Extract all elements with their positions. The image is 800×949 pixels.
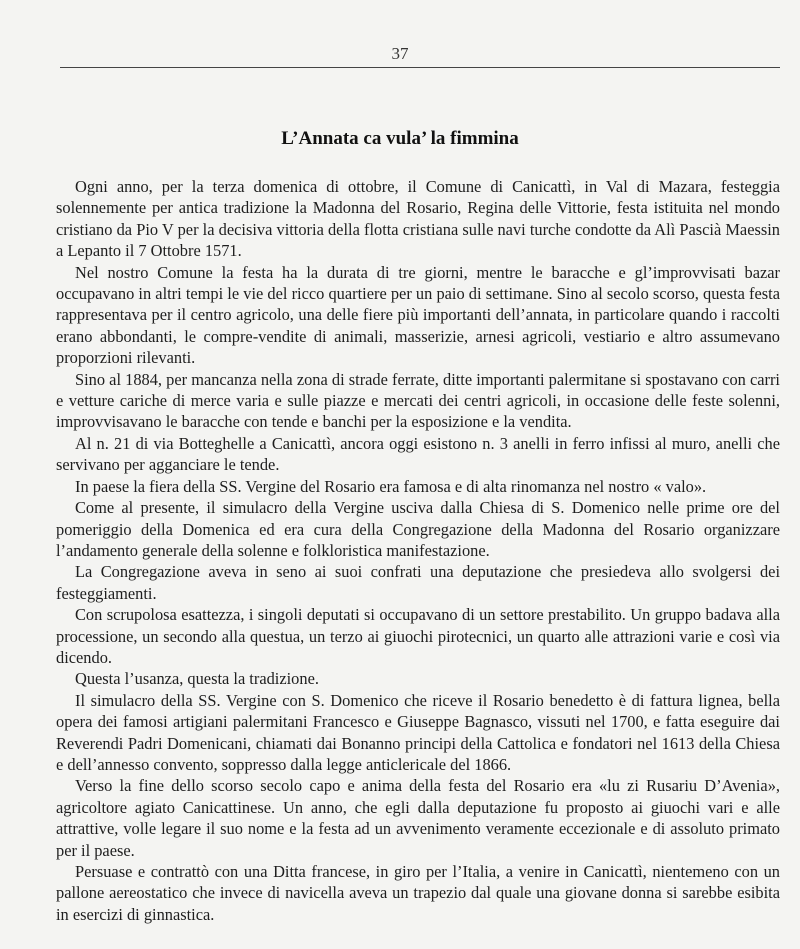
chapter-title: L’Annata ca vula’ la fimmina bbox=[281, 128, 519, 149]
paragraph: Al n. 21 di via Botteghelle a Canicattì, ancora oggi esistono n. 3 anelli in ferro infissi al muro, anelli che servivano per agganciare le tende. bbox=[56, 433, 780, 475]
paragraph: Ogni anno, per la terza domenica di ottobre, il Comune di Canicattì, in Val di Mazara, festeggia solennemente per antica tradizione la Madonna del Rosario, Regina delle Vittorie, festa istituita nel mondo cristiano da Pio V per la decisiva vittoria della flotta cristiana sulle navi turche condotte da Alì Pascià Maessin a Lepanto il 7 Ottobre 1571. bbox=[56, 177, 780, 261]
paragraph: In paese la fiera della SS. Vergine del Rosario era famosa e di alta rinomanza nel nostro « valo». bbox=[75, 476, 707, 496]
header-rule bbox=[60, 67, 780, 68]
page-number: 37 bbox=[391, 44, 409, 63]
paragraph: Con scrupolosa esattezza, i singoli deputati si occupavano di un settore prestabilito. Un gruppo badava alla processione, un secondo alla questua, un terzo ai giuochi pirotecnici, un quarto alle attrazioni varie e così via dicendo. bbox=[56, 605, 780, 667]
paragraph: Nel nostro Comune la festa ha la durata di tre giorni, mentre le baracche e gl’improvvisati bazar occupavano in altri tempi le vie del ricco quartiere per un paio di settimane. Sino al secolo scorso, questa festa rappresentava per il centro agricolo, una delle fiere più importanti dell’annata, in particolare quando i raccolti erano abbondanti, le compre-vendite di animali, masserizie, arnesi agricoli, vestiario e altro assumevano proporzioni rilevanti. bbox=[56, 262, 780, 368]
paragraph: Verso la fine dello scorso secolo capo e anima della festa del Rosario era «lu zi Rusariu D’Avenia», agricoltore agiato Canicattinese. Un anno, che egli dalla deputazione fu proposto ai giuochi vari e alle attrattive, volle legare il suo nome e la festa ad un avvenimento veramente eccezionale e di assoluto primato per il paese. bbox=[56, 776, 780, 860]
paragraph: Il simulacro della SS. Vergine con S. Domenico che riceve il Rosario benedetto è di fattura lignea, bella opera dei famosi artigiani palermitani Francesco e Giuseppe Bagnasco, vissuti nel 1700, e fatta eseguire dai Reverendi Padri Domenicani, chiamati dai Bonanno principi della Cattolica e fondatori nel 1613 della Chiesa e dell’annesso convento, soppresso dalla legge anticlericale del 1866. bbox=[56, 690, 780, 774]
paragraph: Persuase e contrattò con una Ditta francese, in giro per l’Italia, a venire in Canicattì, nientemeno con un pallone aereostatico che invece di navicella aveva un trapezio dal quale una giovane donna si sarebbe esibita in esercizi di ginnastica. bbox=[56, 862, 780, 924]
paragraph: La Congregazione aveva in seno ai suoi confrati una deputazione che presiedeva allo svolgersi dei festeggiamenti. bbox=[56, 562, 780, 603]
body-text bbox=[56, 176, 780, 925]
paragraph: Sino al 1884, per mancanza nella zona di strade ferrate, ditte importanti palermitane si spostavano con carri e vetture cariche di merce varia e sulle piazze e mercati dei centri agricoli, in occasione delle feste solenni, improvvisavano le baracche con tende e banchi per la esposizione e la vendita. bbox=[56, 369, 780, 432]
paragraph: Come al presente, il simulacro della Vergine usciva dalla Chiesa di S. Domenico nelle prime ore del pomeriggio della Domenica ed era cura della Congregazione della Madonna del Rosario organizzare l’andamento generale della solenne e folkloristica manifestazione. bbox=[56, 498, 780, 560]
paragraph: Questa l’usanza, questa la tradizione. bbox=[75, 669, 319, 689]
